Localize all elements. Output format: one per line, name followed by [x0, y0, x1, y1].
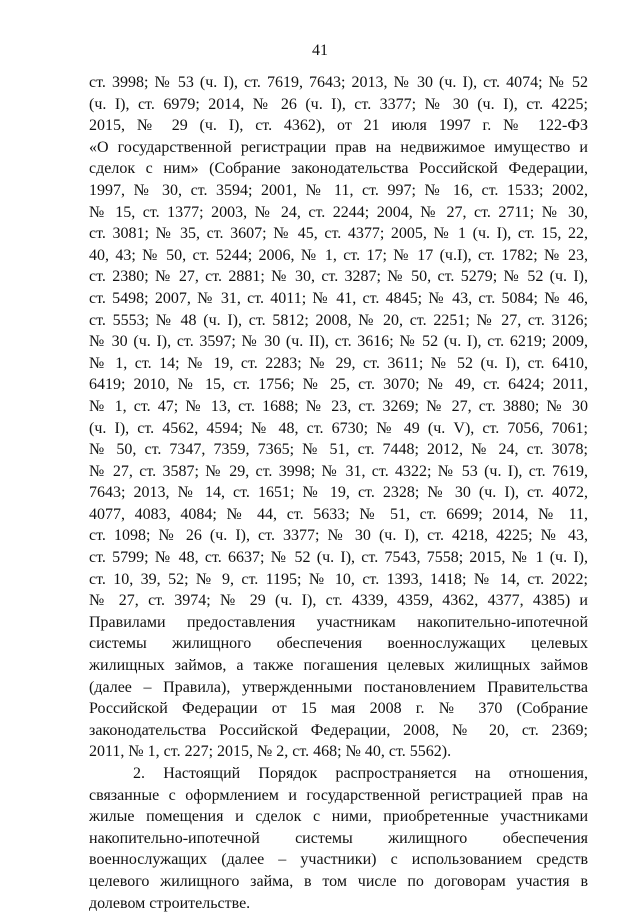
text-line: системы жилищного обеспечения военнослужащих целевых — [89, 635, 588, 653]
text-line: Правилами предоставления участникам накопительно-ипотечной — [89, 613, 588, 631]
text-line: «О государственной регистрации прав на недвижимое имущество и — [89, 138, 588, 156]
text-line: 4077, 4083, 4084; № 44, ст. 5633; № 51, ст. 6699; 2014, № 11, — [89, 505, 588, 523]
text-line: целевого жилищного займа, в том числе по договорам участия в — [89, 872, 588, 890]
text-line: 6419; 2010, № 15, ст. 1756; № 25, ст. 3070; № 49, ст. 6424; 2011, — [89, 376, 588, 394]
text-line: Российской Федерации от 15 мая 2008 г. № 370 (Собрание — [89, 700, 588, 718]
text-line: ст. 5498; 2007, № 31, ст. 4011; № 41, ст. 4845; № 43, ст. 5084; № 46, — [89, 289, 588, 307]
text-line: ст. 1098; № 26 (ч. I), ст. 3377; № 30 (ч. I), ст. 4218, 4225; № 43, — [89, 527, 588, 545]
text-line: № 1, ст. 47; № 13, ст. 1688; № 23, ст. 3269; № 27, ст. 3880; № 30 — [89, 397, 588, 415]
text-line: 2015, № 29 (ч. I), ст. 4362), от 21 июля 1997 г. № 122-ФЗ — [89, 117, 588, 135]
text-line: (ч. I), ст. 6979; 2014, № 26 (ч. I), ст. 3377; № 30 (ч. I), ст. 4225; — [89, 95, 588, 113]
paragraph-item-2 — [89, 763, 588, 914]
text-line: 1997, № 30, ст. 3594; 2001, № 11, ст. 997; № 16, ст. 1533; 2002, — [89, 181, 588, 199]
text-line: № 1, ст. 14; № 19, ст. 2283; № 29, ст. 3611; № 52 (ч. I), ст. 6410, — [89, 354, 588, 372]
text-line: 2. Настоящий Порядок распространяется на отношения, — [133, 765, 588, 782]
text-line: 40, 43; № 50, ст. 5244; 2006, № 1, ст. 17; № 17 (ч.I), ст. 1782; № 23, — [89, 246, 588, 264]
text-line: № 27, ст. 3974; № 29 (ч. I), ст. 4339, 4359, 4362, 4377, 4385) и — [89, 592, 588, 610]
text-line: ст. 5553; № 48 (ч. I), ст. 5812; 2008, № 20, ст. 2251; № 27, ст. 3126; — [89, 311, 588, 329]
text-line: ст. 3998; № 53 (ч. I), ст. 7619, 7643; 2013, № 30 (ч. I), ст. 4074; № 52 — [89, 74, 588, 91]
text-line: ст. 10, 39, 52; № 9, ст. 1195; № 10, ст. 1393, 1418; № 14, ст. 2022; — [89, 570, 588, 588]
document-body — [89, 72, 588, 914]
text-line: законодательства Российской Федерации, 2008, № 20, ст. 2369; — [89, 721, 588, 739]
text-line: накопительно-ипотечной системы жилищного обеспечения — [89, 829, 588, 847]
text-line: жилые помещения и сделок с ними, приобретенные участниками — [89, 808, 588, 826]
text-line: ст. 2380; № 27, ст. 2881; № 30, ст. 3287; № 50, ст. 5279; № 52 (ч. I), — [89, 268, 588, 286]
text-line: № 27, ст. 3587; № 29, ст. 3998; № 31, ст. 4322; № 53 (ч. I), ст. 7619, — [89, 462, 588, 480]
text-line: связанные с оформлением и государственной регистрацией прав на — [89, 786, 588, 804]
text-line: № 50, ст. 7347, 7359, 7365; № 51, ст. 7448; 2012, № 24, ст. 3078; — [89, 441, 588, 459]
text-line: военнослужащих (далее – участники) с использованием средств — [89, 851, 588, 869]
text-line: 2011, № 1, ст. 227; 2015, № 2, ст. 468; № 40, ст. 5562). — [89, 743, 452, 761]
text-line: долевом строительстве. — [89, 894, 251, 912]
text-line: жилищных займов, а также погашения целевых жилищных займов — [89, 657, 588, 675]
text-line: (ч. I), ст. 4562, 4594; № 48, ст. 6730; № 49 (ч. V), ст. 7056, 7061; — [89, 419, 588, 437]
text-line: 7643; 2013, № 14, ст. 1651; № 19, ст. 2328; № 30 (ч. I), ст. 4072, — [89, 484, 588, 502]
text-line: № 15, ст. 1377; 2003, № 24, ст. 2244; 2004, № 27, ст. 2711; № 30, — [89, 203, 588, 221]
text-line: ст. 5799; № 48, ст. 6637; № 52 (ч. I), ст. 7543, 7558; 2015, № 1 (ч. I), — [89, 549, 588, 567]
text-line: ст. 3081; № 35, ст. 3607; № 45, ст. 4377; 2005, № 1 (ч. I), ст. 15, 22, — [89, 225, 588, 243]
text-line: № 30 (ч. I), ст. 3597; № 30 (ч. II), ст. 3616; № 52 (ч. I), ст. 6219; 2009, — [89, 333, 588, 351]
paragraph-legislation-references — [89, 72, 588, 763]
text-line: (далее – Правила), утвержденными постановлением Правительства — [89, 678, 588, 696]
text-line: сделок с ним» (Собрание законодательства Российской Федерации, — [89, 160, 588, 178]
page-number: 41 — [312, 42, 328, 59]
